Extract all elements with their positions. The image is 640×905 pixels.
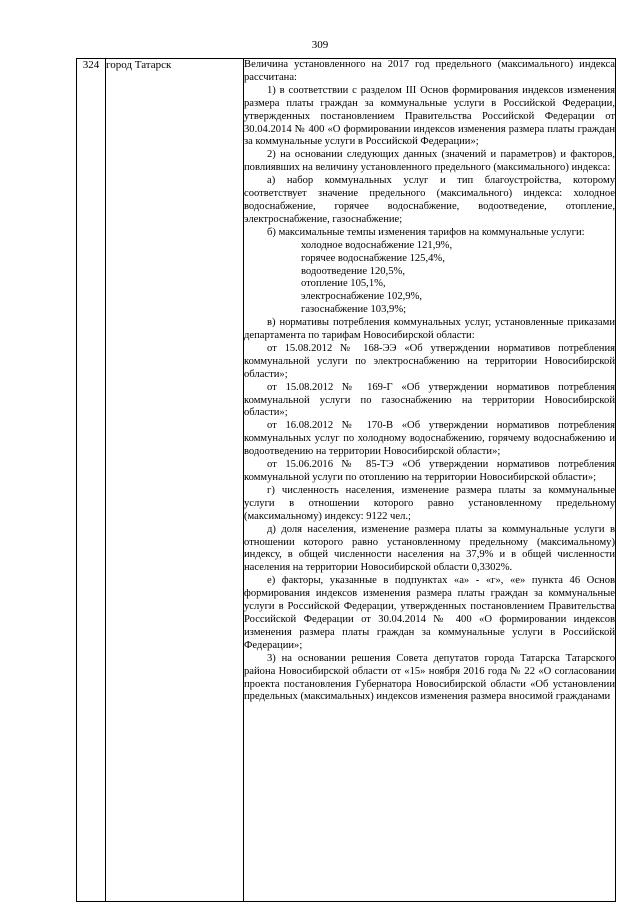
table-row [77, 59, 616, 902]
list-item: горячее водоснабжение 125,4%, [301, 252, 445, 264]
norm-order-168: от 15.08.2012 № 168-ЭЭ «Об утверждении нормативов потребления коммунальной услуги по электроснабжению на территории Новосибирской области»; [244, 342, 615, 380]
paragraph-2: 2) на основании следующих данных (значений и параметров) и факторов, повлиявших на величину установленного предельного (максимального) индекса: [244, 149, 615, 174]
page-number: 309 [311, 39, 329, 51]
norm-order-169: от 15.08.2012 № 169-Г «Об утверждении нормативов потребления коммунальной услуги по газоснабжению на территории Новосибирской области»; [244, 381, 615, 419]
paragraph-2e: е) факторы, указанные в подпунктах «а» - «г», «е» пункта 46 Основ формирования индексов изменения размера платы граждан за коммунальные услуги в Российской Федерации, утвержденных постановлением Правительства Российской Федерации от 30.04.2014 № 400 «О формировании индексов изменения размера платы граждан за коммунальные услуги в Российской Федерации»; [244, 575, 615, 651]
norm-order-85: от 15.06.2016 № 85-ТЭ «Об утверждении нормативов потребления коммунальной услуги по отоплению на территории Новосибирской области»; [244, 459, 615, 483]
norm-order-170: от 16.08.2012 № 170-В «Об утверждении нормативов потребления коммунальных услуг по холодному водоснабжению, горячему водоснабжению и водоотведению на территории Новосибирской области»; [244, 420, 615, 458]
intro-paragraph: Величина установленного на 2017 год предельного (максимального) индекса рассчитана: [244, 59, 615, 83]
list-item: водоотведение 120,5%, [301, 265, 405, 277]
paragraph-2d: д) доля населения, изменение размера платы за коммунальные услуги в отношении которого равно установленному предельному (максимальному) индексу, в общей численности населения на 37,9% и в общей численности населения на территории Новосибирской области 0,3302%. [244, 523, 615, 574]
paragraph-1: 1) в соответствии с разделом III Основ формирования индексов изменения размера платы граждан за коммунальные услуги в Российской Федерации, утвержденных постановлением Правительства Российской Федерации от 30.04.2014 № 400 «О формировании индексов изменения размера платы граждан за коммунальные услуги в Российской Федерации»; [244, 84, 615, 148]
list-item: отопление 105,1%, [301, 278, 386, 290]
index-justification [244, 59, 616, 902]
paragraph-2g: г) численность населения, изменение размера платы за коммунальные услуги в отношении которого равно установленному предельному (максимальному) индексу: 9122 чел.; [244, 484, 615, 522]
paragraph-2b: б) максимальные темпы изменения тарифов на коммунальные услуги: [267, 226, 585, 238]
list-item: газоснабжение 103,9%; [301, 304, 407, 316]
list-item: холодное водоснабжение 121,9%, [301, 239, 453, 251]
paragraph-2v: в) нормативы потребления коммунальных услуг, установленные приказами департамента по тарифам Новосибирской области: [244, 317, 615, 342]
municipality-name: город Татарск [106, 59, 244, 902]
paragraph-2a: а) набор коммунальных услуг и тип благоустройства, которому соответствует значение предельного (максимального) индекса: холодное водоснабжение, горячее водоснабжение, водоотведение, отопление, электроснабжение, газоснабжение; [244, 175, 615, 225]
paragraph-3: 3) на основании решения Совета депутатов города Татарска Татарского района Новосибирской области от «15» ноября 2016 года № 22 «О согласовании проекта постановления Губернатора Новосибирской области «Об установлении предельных (максимальных) индексов изменения размера вносимой гражданами [244, 652, 615, 703]
index-table [76, 58, 616, 902]
row-number: 324 [77, 59, 106, 902]
list-item: электроснабжение 102,9%, [301, 291, 423, 303]
tariff-list [244, 240, 615, 317]
